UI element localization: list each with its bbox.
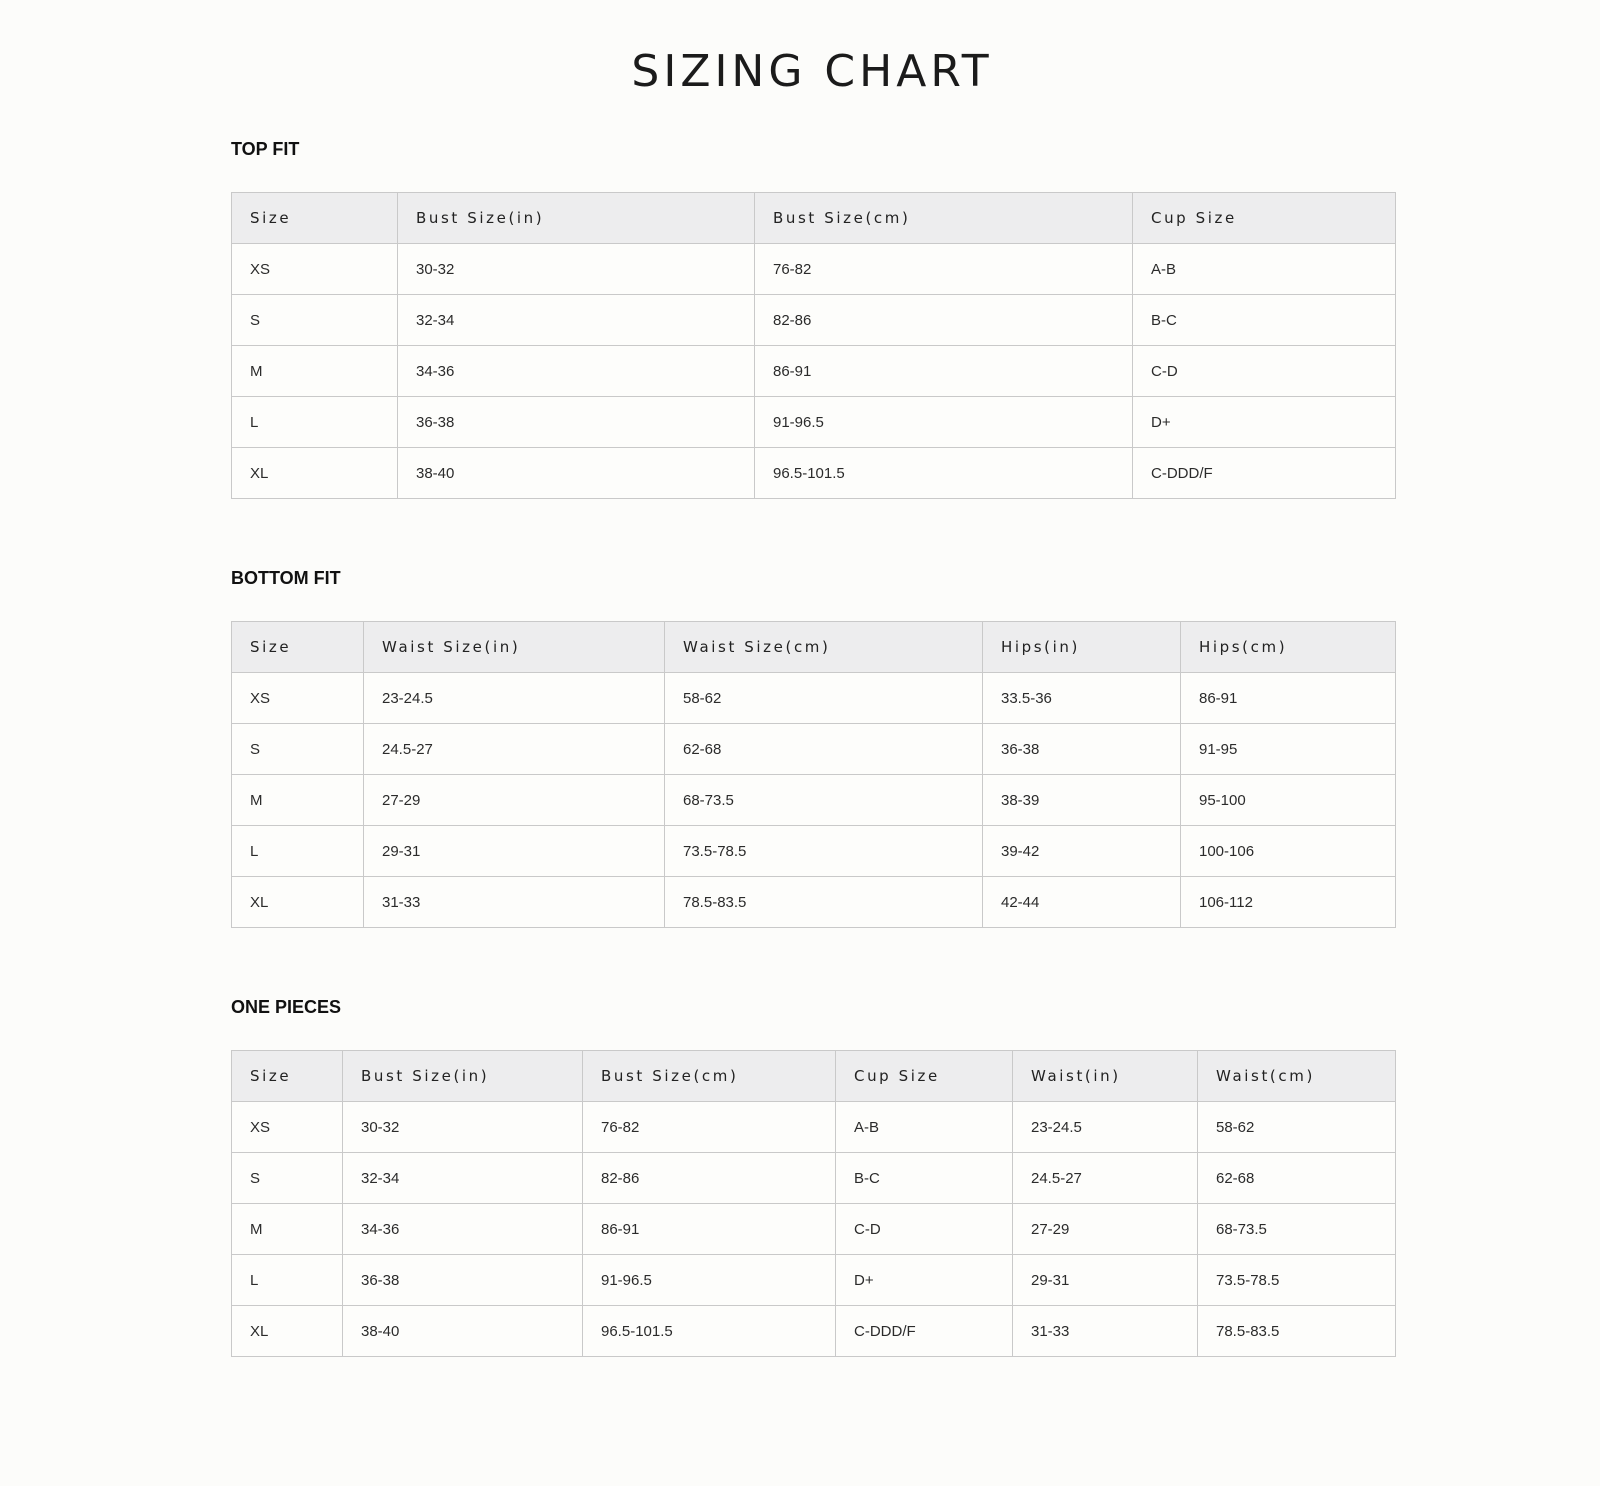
column-header: Waist(cm): [1198, 1051, 1396, 1102]
column-header: Waist Size(cm): [665, 622, 983, 673]
column-header: Size: [232, 193, 398, 244]
table-cell: 95-100: [1181, 775, 1396, 826]
table-cell: 58-62: [1198, 1102, 1396, 1153]
table-cell: 96.5-101.5: [755, 448, 1133, 499]
table-cell: XS: [232, 244, 398, 295]
bottom-fit-table: [231, 621, 1396, 928]
table-row: [232, 724, 1396, 775]
table-cell: 33.5-36: [983, 673, 1181, 724]
table-cell: 42-44: [983, 877, 1181, 928]
table-cell: 27-29: [364, 775, 665, 826]
table-cell: 39-42: [983, 826, 1181, 877]
column-header: Size: [232, 622, 364, 673]
table-cell: 76-82: [583, 1102, 836, 1153]
table-cell: 34-36: [398, 346, 755, 397]
table-cell: 34-36: [343, 1204, 583, 1255]
table-cell: 32-34: [398, 295, 755, 346]
table-row: [232, 1255, 1396, 1306]
column-header: Bust Size(in): [343, 1051, 583, 1102]
table-cell: L: [232, 397, 398, 448]
table-row: [232, 448, 1396, 499]
table-cell: 100-106: [1181, 826, 1396, 877]
table-header-row: [232, 1051, 1396, 1102]
page-title: SIZING CHART: [631, 46, 993, 97]
table-cell: 68-73.5: [665, 775, 983, 826]
table-cell: 73.5-78.5: [665, 826, 983, 877]
table-cell: 62-68: [665, 724, 983, 775]
table-cell: D+: [1133, 397, 1396, 448]
one-pieces-section: [231, 996, 1395, 1340]
table-cell: 24.5-27: [364, 724, 665, 775]
table-cell: XL: [232, 1306, 343, 1357]
top-fit-section: [231, 138, 1395, 482]
section-title: ONE PIECES: [231, 997, 342, 1017]
table-row: [232, 673, 1396, 724]
table-row: [232, 877, 1396, 928]
table-row: [232, 826, 1396, 877]
column-header: Hips(cm): [1181, 622, 1396, 673]
table-cell: 24.5-27: [1013, 1153, 1198, 1204]
table-row: [232, 244, 1396, 295]
table-cell: C-D: [1133, 346, 1396, 397]
section-title: BOTTOM FIT: [231, 568, 341, 588]
table-cell: 68-73.5: [1198, 1204, 1396, 1255]
column-header: Waist Size(in): [364, 622, 665, 673]
table-cell: C-D: [836, 1204, 1013, 1255]
table-cell: 86-91: [1181, 673, 1396, 724]
table-header-row: [232, 622, 1396, 673]
table-cell: XS: [232, 1102, 343, 1153]
table-cell: 32-34: [343, 1153, 583, 1204]
table-row: [232, 1306, 1396, 1357]
table-cell: 58-62: [665, 673, 983, 724]
column-header: Cup Size: [836, 1051, 1013, 1102]
table-cell: B-C: [1133, 295, 1396, 346]
table-row: [232, 295, 1396, 346]
table-cell: M: [232, 1204, 343, 1255]
table-cell: S: [232, 295, 398, 346]
column-header: Bust Size(cm): [755, 193, 1133, 244]
table-cell: 91-96.5: [755, 397, 1133, 448]
table-cell: D+: [836, 1255, 1013, 1306]
table-cell: 36-38: [343, 1255, 583, 1306]
one-pieces-table: [231, 1050, 1396, 1357]
table-cell: 29-31: [1013, 1255, 1198, 1306]
section-title: TOP FIT: [231, 139, 300, 159]
table-row: [232, 1102, 1396, 1153]
table-cell: 73.5-78.5: [1198, 1255, 1396, 1306]
table-cell: 96.5-101.5: [583, 1306, 836, 1357]
table-cell: XL: [232, 448, 398, 499]
column-header: Size: [232, 1051, 343, 1102]
table-cell: 38-40: [398, 448, 755, 499]
table-cell: 30-32: [343, 1102, 583, 1153]
table-cell: C-DDD/F: [836, 1306, 1013, 1357]
table-cell: M: [232, 775, 364, 826]
table-cell: 106-112: [1181, 877, 1396, 928]
table-cell: 76-82: [755, 244, 1133, 295]
table-row: [232, 1153, 1396, 1204]
table-row: [232, 346, 1396, 397]
table-row: [232, 397, 1396, 448]
table-cell: L: [232, 1255, 343, 1306]
table-cell: 91-95: [1181, 724, 1396, 775]
table-cell: 78.5-83.5: [1198, 1306, 1396, 1357]
table-row: [232, 1204, 1396, 1255]
table-header-row: [232, 193, 1396, 244]
table-cell: B-C: [836, 1153, 1013, 1204]
table-cell: C-DDD/F: [1133, 448, 1396, 499]
table-cell: M: [232, 346, 398, 397]
table-cell: XS: [232, 673, 364, 724]
column-header: Hips(in): [983, 622, 1181, 673]
table-cell: 86-91: [583, 1204, 836, 1255]
table-cell: 38-40: [343, 1306, 583, 1357]
table-cell: 82-86: [583, 1153, 836, 1204]
column-header: Cup Size: [1133, 193, 1396, 244]
table-cell: 31-33: [364, 877, 665, 928]
column-header: Bust Size(in): [398, 193, 755, 244]
column-header: Waist(in): [1013, 1051, 1198, 1102]
table-cell: 27-29: [1013, 1204, 1198, 1255]
table-row: [232, 775, 1396, 826]
table-cell: 30-32: [398, 244, 755, 295]
table-cell: 31-33: [1013, 1306, 1198, 1357]
table-cell: XL: [232, 877, 364, 928]
table-cell: 86-91: [755, 346, 1133, 397]
column-header: Bust Size(cm): [583, 1051, 836, 1102]
table-cell: 23-24.5: [1013, 1102, 1198, 1153]
table-cell: 36-38: [398, 397, 755, 448]
table-cell: 38-39: [983, 775, 1181, 826]
table-cell: 78.5-83.5: [665, 877, 983, 928]
bottom-fit-section: [231, 567, 1395, 911]
table-cell: L: [232, 826, 364, 877]
table-cell: A-B: [836, 1102, 1013, 1153]
table-cell: S: [232, 1153, 343, 1204]
table-cell: 91-96.5: [583, 1255, 836, 1306]
table-cell: S: [232, 724, 364, 775]
top-fit-table: [231, 192, 1396, 499]
table-cell: 23-24.5: [364, 673, 665, 724]
table-cell: 62-68: [1198, 1153, 1396, 1204]
table-cell: 82-86: [755, 295, 1133, 346]
table-cell: 29-31: [364, 826, 665, 877]
table-cell: A-B: [1133, 244, 1396, 295]
table-cell: 36-38: [983, 724, 1181, 775]
